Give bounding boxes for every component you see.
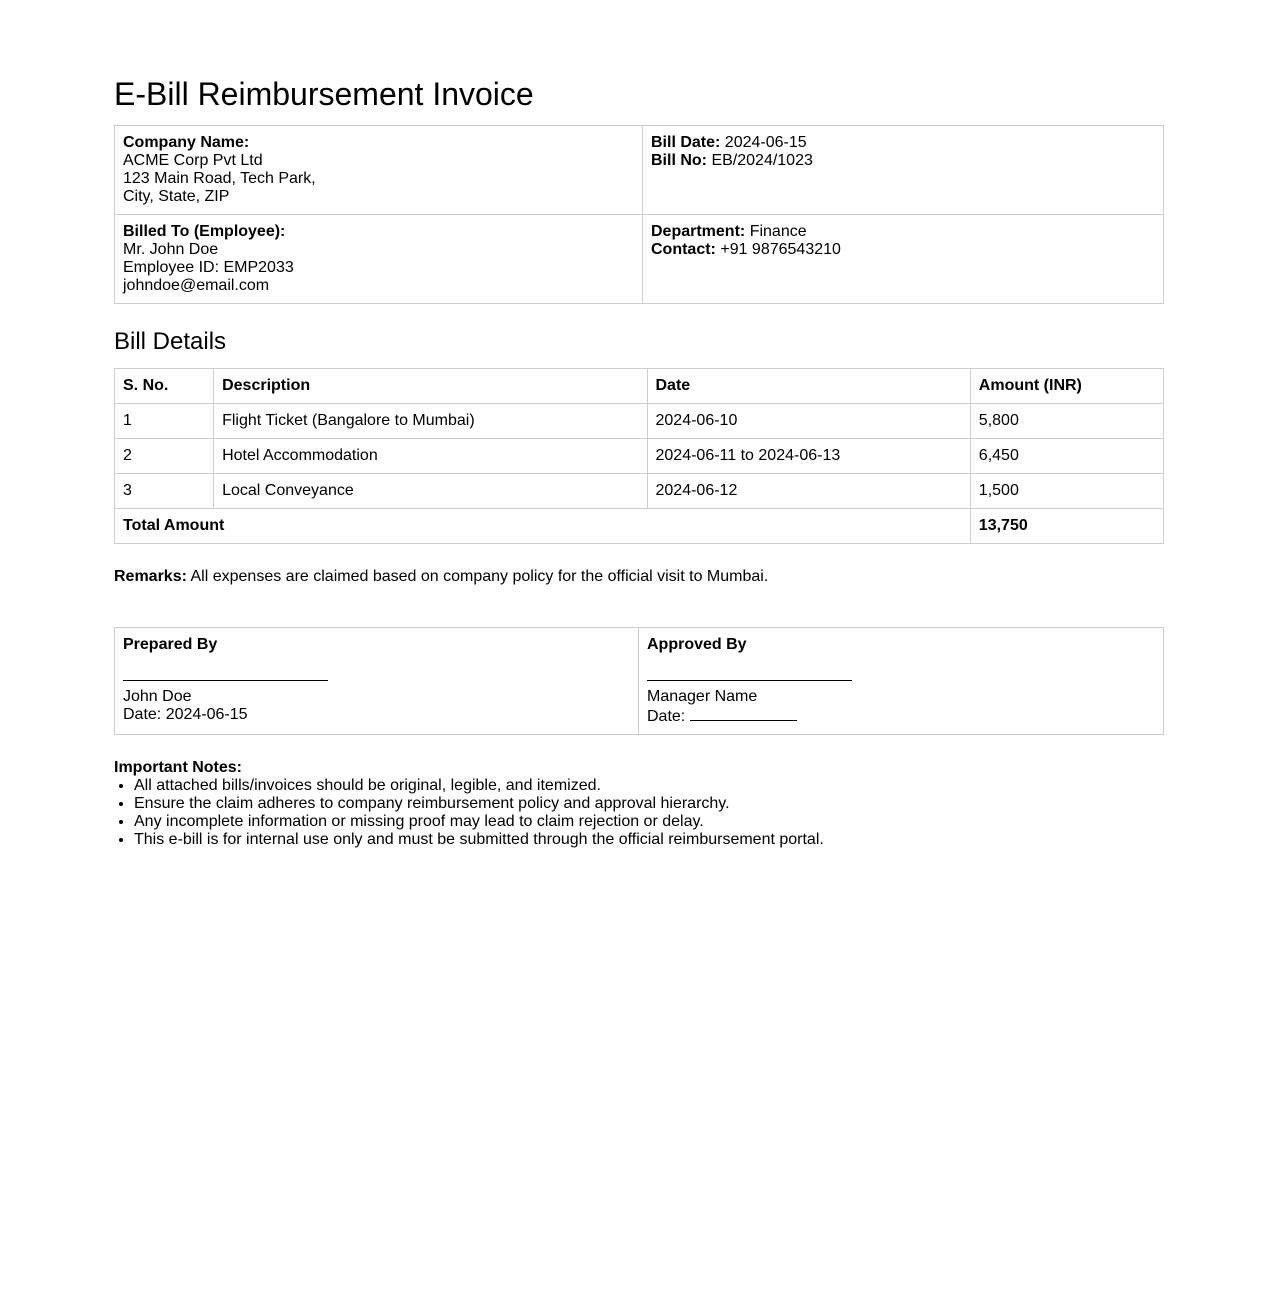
table-row (115, 439, 1164, 474)
list-item: • Any incomplete information or missing proof may lead to claim rejection or delay. (134, 813, 1164, 831)
bill-date-value: 2024-06-15 (724, 134, 807, 151)
table-row (115, 474, 1164, 509)
row-sno: 1 (115, 404, 214, 439)
row-description: Flight Ticket (Bangalore to Mumbai) (214, 404, 647, 439)
prepared-signature-line (123, 680, 328, 681)
prepared-by-date: Date: 2024-06-15 (123, 706, 248, 723)
approved-signature-line (647, 680, 852, 681)
employee-name: Mr. John Doe (123, 241, 219, 258)
company-address-line1: 123 Main Road, Tech Park, (123, 170, 316, 187)
list-item: • This e-bill is for internal use only and must be submitted through the official reimbursement portal. (134, 831, 1164, 849)
company-label: Company Name: (123, 134, 250, 151)
bill-details-table (114, 368, 1164, 544)
list-item: • All attached bills/invoices should be original, legible, and itemized. (134, 777, 1164, 795)
employee-email: johndoe@email.com (123, 277, 270, 294)
company-name: ACME Corp Pvt Ltd (123, 152, 263, 169)
row-amount: 5,800 (970, 404, 1163, 439)
bill-meta-cell (643, 126, 1164, 215)
column-header-sno: S. No. (115, 369, 214, 404)
invoice-page (114, 0, 1164, 849)
important-notes (114, 759, 1164, 849)
row-sno: 2 (115, 439, 214, 474)
column-header-description: Description (214, 369, 647, 404)
notes-list (114, 777, 1164, 849)
total-label: Total Amount (115, 509, 971, 544)
row-date: 2024-06-10 (647, 404, 970, 439)
contact-label: Contact: (651, 241, 716, 258)
remarks (114, 568, 1164, 586)
signature-table (114, 627, 1164, 735)
page-title: E-Bill Reimbursement Invoice (114, 76, 534, 112)
billed-to-label: Billed To (Employee): (123, 223, 286, 240)
bill-number-value: EB/2024/1023 (711, 152, 813, 169)
department-value: Finance (749, 223, 807, 240)
table-row (115, 404, 1164, 439)
company-info-cell (115, 126, 643, 215)
total-row (115, 509, 1164, 544)
employee-id: Employee ID: EMP2033 (123, 259, 294, 276)
list-item: • Ensure the claim adheres to company reimbursement policy and approval hierarchy. (134, 795, 1164, 813)
prepared-by-name: John Doe (123, 688, 192, 705)
column-header-date: Date (647, 369, 970, 404)
bill-number-label: Bill No: (651, 152, 707, 169)
table-header-row (115, 369, 1164, 404)
prepared-by-heading: Prepared By (123, 636, 218, 653)
row-description: Hotel Accommodation (214, 439, 647, 474)
remarks-text: All expenses are claimed based on company policy for the official visit to Mumbai. (190, 568, 769, 585)
approved-by-date-label: Date: (647, 708, 686, 725)
bill-date-label: Bill Date: (651, 134, 721, 151)
notes-heading: Important Notes: (114, 759, 242, 776)
approved-date-blank-line (690, 706, 797, 721)
remarks-label: Remarks: (114, 568, 187, 585)
column-header-amount: Amount (INR) (970, 369, 1163, 404)
contact-value: +91 9876543210 (720, 241, 841, 258)
department-label: Department: (651, 223, 746, 240)
approved-by-name: Manager Name (647, 688, 758, 705)
approved-by-heading: Approved By (647, 636, 747, 653)
invoice-info-table (114, 125, 1164, 304)
row-description: Local Conveyance (214, 474, 647, 509)
row-date: 2024-06-11 to 2024-06-13 (647, 439, 970, 474)
total-value: 13,750 (970, 509, 1163, 544)
row-amount: 6,450 (970, 439, 1163, 474)
employee-meta-cell (643, 215, 1164, 304)
prepared-by-cell (115, 628, 639, 735)
company-address-line2: City, State, ZIP (123, 188, 230, 205)
row-date: 2024-06-12 (647, 474, 970, 509)
row-sno: 3 (115, 474, 214, 509)
bill-details-heading: Bill Details (114, 328, 227, 355)
row-amount: 1,500 (970, 474, 1163, 509)
billed-to-cell (115, 215, 643, 304)
approved-by-cell (639, 628, 1164, 735)
